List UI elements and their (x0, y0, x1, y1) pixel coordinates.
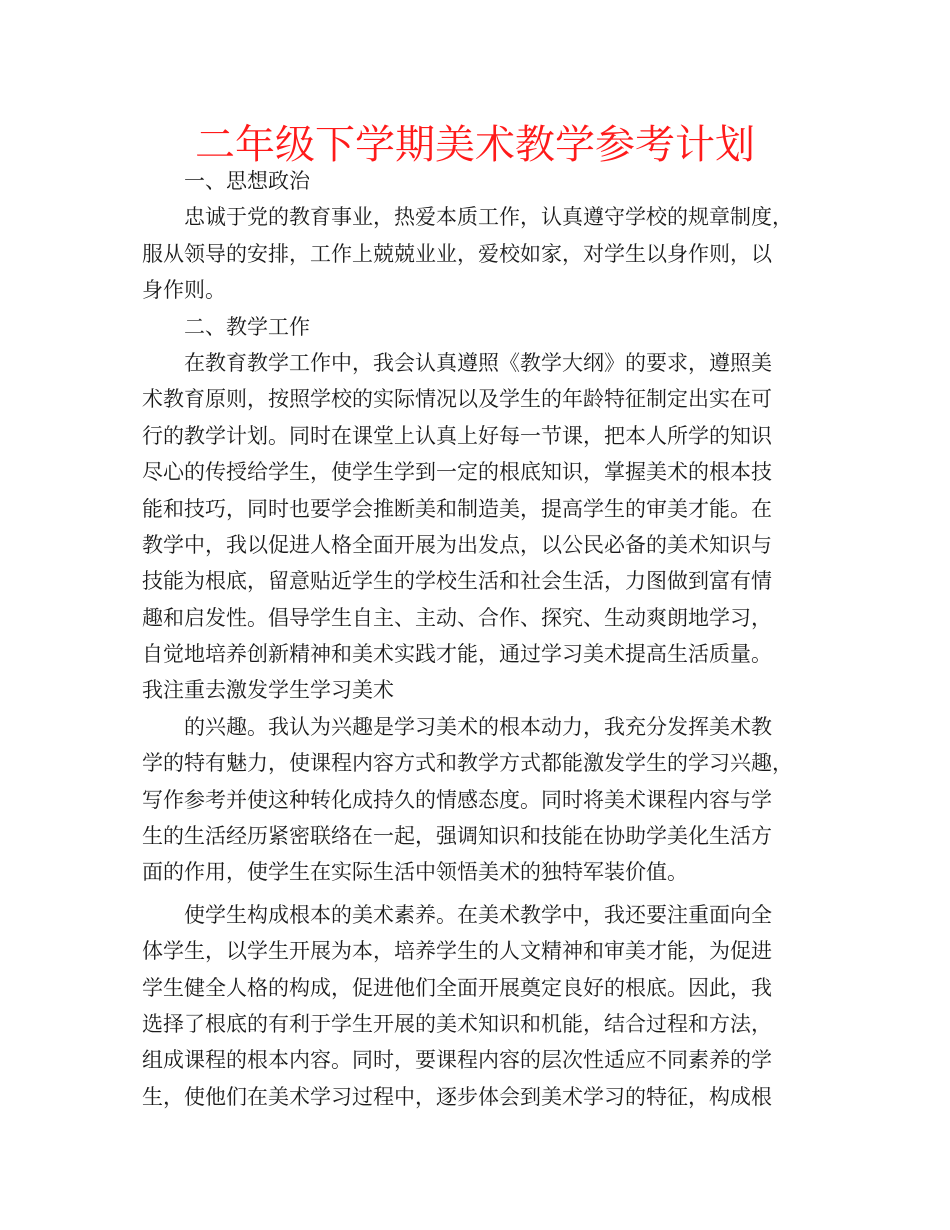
paragraph-line: 忠诚于党的教育事业，热爱本质工作，认真遵守学校的规章制度， (184, 205, 793, 230)
document-body (142, 163, 818, 1115)
paragraph-line: 体学生，以学生开展为本，培养学生的人文精神和审美才能，为促进 (142, 939, 772, 964)
paragraph-line: 生，使他们在美术学习过程中，逐步体会到美术学习的特征，构成根 (142, 1084, 772, 1109)
paragraph-line: 组成课程的根本内容。同时，要课程内容的层次性适应不同素养的学 (142, 1048, 772, 1073)
paragraph-line: 趣和启发性。倡导学生自主、主动、合作、探究、生动爽朗地学习， (142, 605, 772, 630)
paragraph-line: 生的生活经历紧密联络在一起，强调知识和技能在协助学美化生活方 (142, 824, 772, 849)
paragraph-line: 选择了根底的有利于学生开展的美术知识和机能，结合过程和方法， (142, 1011, 772, 1036)
paragraph-line: 身作则。 (142, 278, 226, 303)
section-heading-teaching: 二、教学工作 (184, 314, 310, 339)
paragraph-line: 能和技巧，同时也要学会推断美和制造美，提高学生的审美才能。在 (142, 496, 772, 521)
paragraph-line: 教学中，我以促进人格全面开展为出发点，以公民必备的美术知识与 (142, 532, 772, 557)
paragraph-line: 在教育教学工作中，我会认真遵照《教学大纲》的要求，遵照美 (184, 350, 772, 375)
paragraph-line: 使学生构成根本的美术素养。在美术教学中，我还要注重面向全 (184, 902, 772, 927)
paragraph-line: 学生健全人格的构成，促进他们全面开展奠定良好的根底。因此，我 (142, 975, 772, 1000)
paragraph-line: 写作参考并使这种转化成持久的情感态度。同时将美术课程内容与学 (142, 787, 772, 812)
paragraph-line: 服从领导的安排，工作上兢兢业业，爱校如家，对学生以身作则，以 (142, 241, 772, 266)
section-heading-politics: 一、思想政治 (184, 169, 310, 193)
paragraph-line: 学的特有魅力，使课程内容方式和教学方式都能激发学生的学习兴趣， (142, 751, 793, 776)
document-title: 二年级下学期美术教学参考计划 (195, 122, 755, 168)
paragraph-line: 的兴趣。我认为兴趣是学习美术的根本动力，我充分发挥美术教 (184, 714, 772, 739)
paragraph-line: 行的教学计划。同时在课堂上认真上好每一节课，把本人所学的知识 (142, 423, 772, 448)
paragraph-line: 术教育原则，按照学校的实际情况以及学生的年龄特征制定出实在可 (142, 387, 772, 412)
paragraph-line: 面的作用，使学生在实际生活中领悟美术的独特军装价值。 (142, 860, 688, 885)
paragraph-line: 我注重去激发学生学习美术 (142, 678, 394, 703)
paragraph-line: 尽心的传授给学生，使学生学到一定的根底知识，掌握美术的根本技 (142, 460, 772, 485)
paragraph-line: 技能为根底，留意贴近学生的学校生活和社会生活，力图做到富有情 (142, 569, 772, 594)
paragraph-line: 自觉地培养创新精神和美术实践才能，通过学习美术提高生活质量。 (142, 642, 772, 667)
